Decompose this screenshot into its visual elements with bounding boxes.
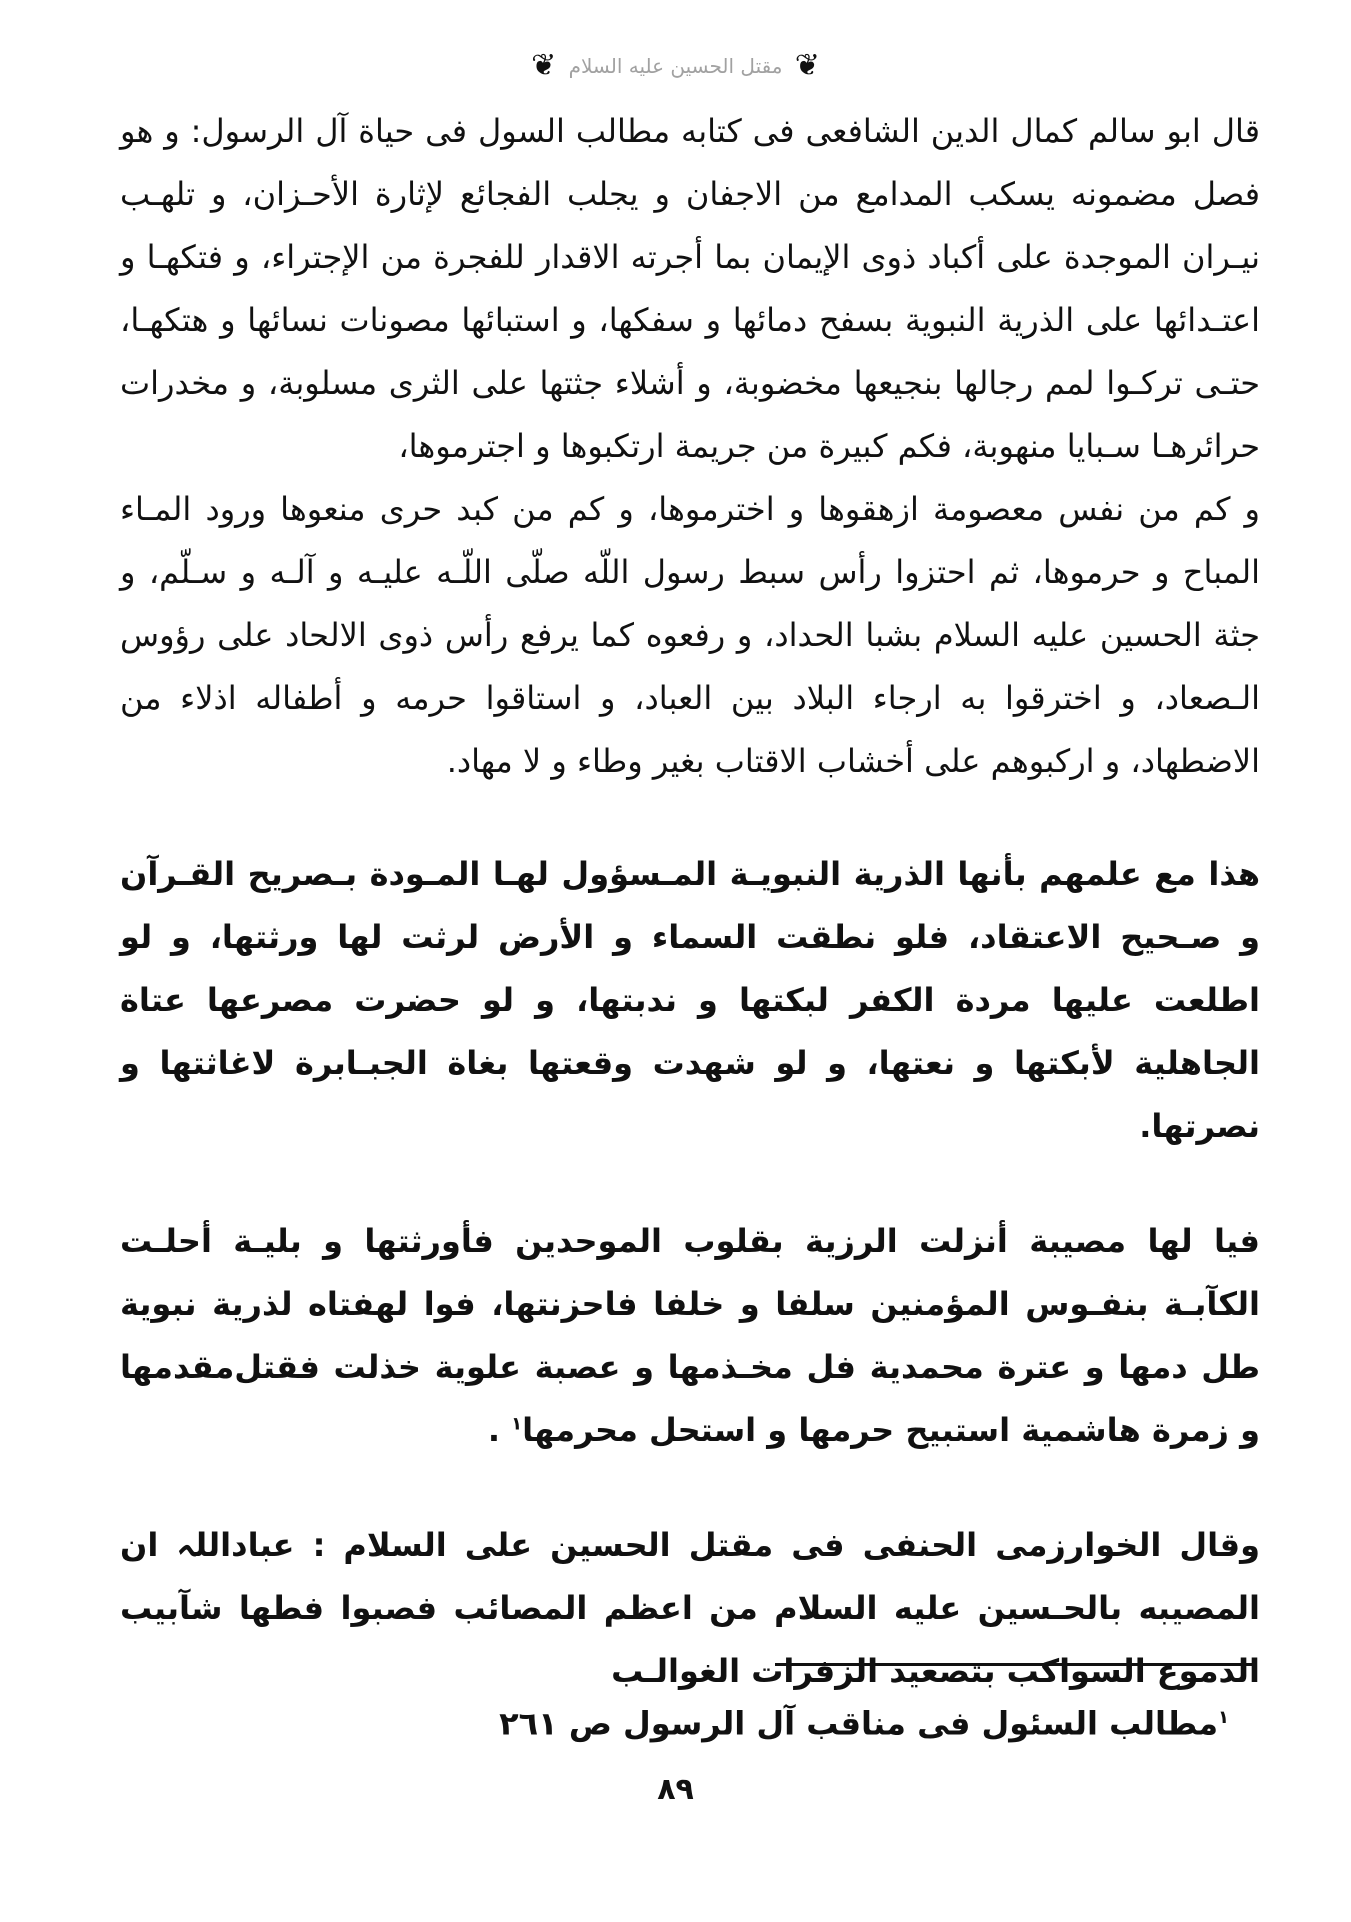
paragraph-1: قال ابو سالم كمال الدين الشافعى فى كتابه مطالب السول فى حياة آل الرسول: و هو فصل مضمونه يسكب المدامع من الاجفان و يجلب الفجائع لإثارة الأحـزان، و تلهـب نيـران الموجدة على أكباد ذوى الإيمان بما أجرته الاقدار للفجرة من الإجتراء، و فتكهـا و اعتـدائها على الذرية النبوية بسفح دمائها و سفكها، و استبائها مصونات نسائها و هتكهـا، حتـى تركـوا لمم رجالها بنجيعها مخضوبة، و أشلاء جثتها على الثرى مسلوبة، و مخدرات حرائرهـا سـبايا منهوبة، فكم كبيرة من جريمة ارتكبوها و اجترموها، <box>120 112 1260 465</box>
paragraph-4-end: . <box>487 1411 512 1449</box>
paragraph-3: هذا مع علمهم بأنها الذرية النبويـة المـسؤول لهـا المـودة بـصريح القـرآن و صـحيح الاعتقاد، فلو نطقت السماء و الأرض لرثت لها ورثتها، و لو اطلعت عليها مردة الكفر لبكتها و ندبتها، و لو حضرت مصرعها عتاة الجاهلية لأبكتها و نعتها، و لو شهدت وقعتها بغاة الجبـابرة لاغاثتها و نصرتها. <box>120 855 1260 1145</box>
running-title: مقتل الحسين عليه السلام <box>568 53 783 78</box>
page-number: ٨٩ <box>657 1772 694 1807</box>
paragraph-5: وقال الخوارزمى الحنفى فى مقتل الحسين على السلام : عباداللہ ان المصيبه بالحـسين عليه السلام من اعظم المصائب فصبوا فطها شآبيب الدموع السواكب بتصعيد الزفرات الغوالـب <box>120 1526 1260 1690</box>
paragraph-4-text: فيا لها مصيبة أنزلت الرزية بقلوب الموحدين فأورثتها و بليـة أحلـت الكآبـة بنفـوس المؤمنين سلفا و خلفا فاحزنتها، فوا لهفتاه لذرية نبوية طل دمها و عترة محمدية فل مخـذمها و عصبة علوية خذلت فقتل‌مقدمها و زمرة هاشمية استبيح حرمها و استحل محرمها <box>120 1222 1260 1449</box>
ornament-left-icon: ❦ <box>531 48 557 83</box>
footnote-text: مطالب السئول فى مناقب آل الرسول ص ٢٦١ <box>499 1704 1218 1743</box>
paragraph-2: و كم من نفس معصومة ازهقوها و اخترموها، و كم من كبد حرى منعوها ورود المـاء المباح و حرموها، ثم احتزوا رأس سبط رسول اللّه صلّى اللّـه عليـه و آلـه و سـلّم، و جثة الحسين عليه السلام بشبا الحداد، و رفعوه كما يرفع رأس ذوى الالحاد على رؤوس الـصعاد، و اخترقوا به ارجاء البلاد بين العباد، و استاقوا حرمه و أطفاله اذلاء من الاضطهاد، و اركبوهم على أخشاب الاقتاب بغير وطاء و لا مهاد. <box>120 490 1260 780</box>
body-text <box>120 100 1260 1703</box>
paragraph-4 <box>120 1210 1260 1462</box>
footnote-divider <box>775 1663 1253 1666</box>
footnote-marker: ١ <box>1218 1707 1229 1728</box>
ornament-right-icon: ❦ <box>794 48 820 83</box>
footnote-reference[interactable]: ١ <box>511 1413 523 1435</box>
running-header <box>0 48 1351 83</box>
footnote <box>499 1698 1229 1744</box>
